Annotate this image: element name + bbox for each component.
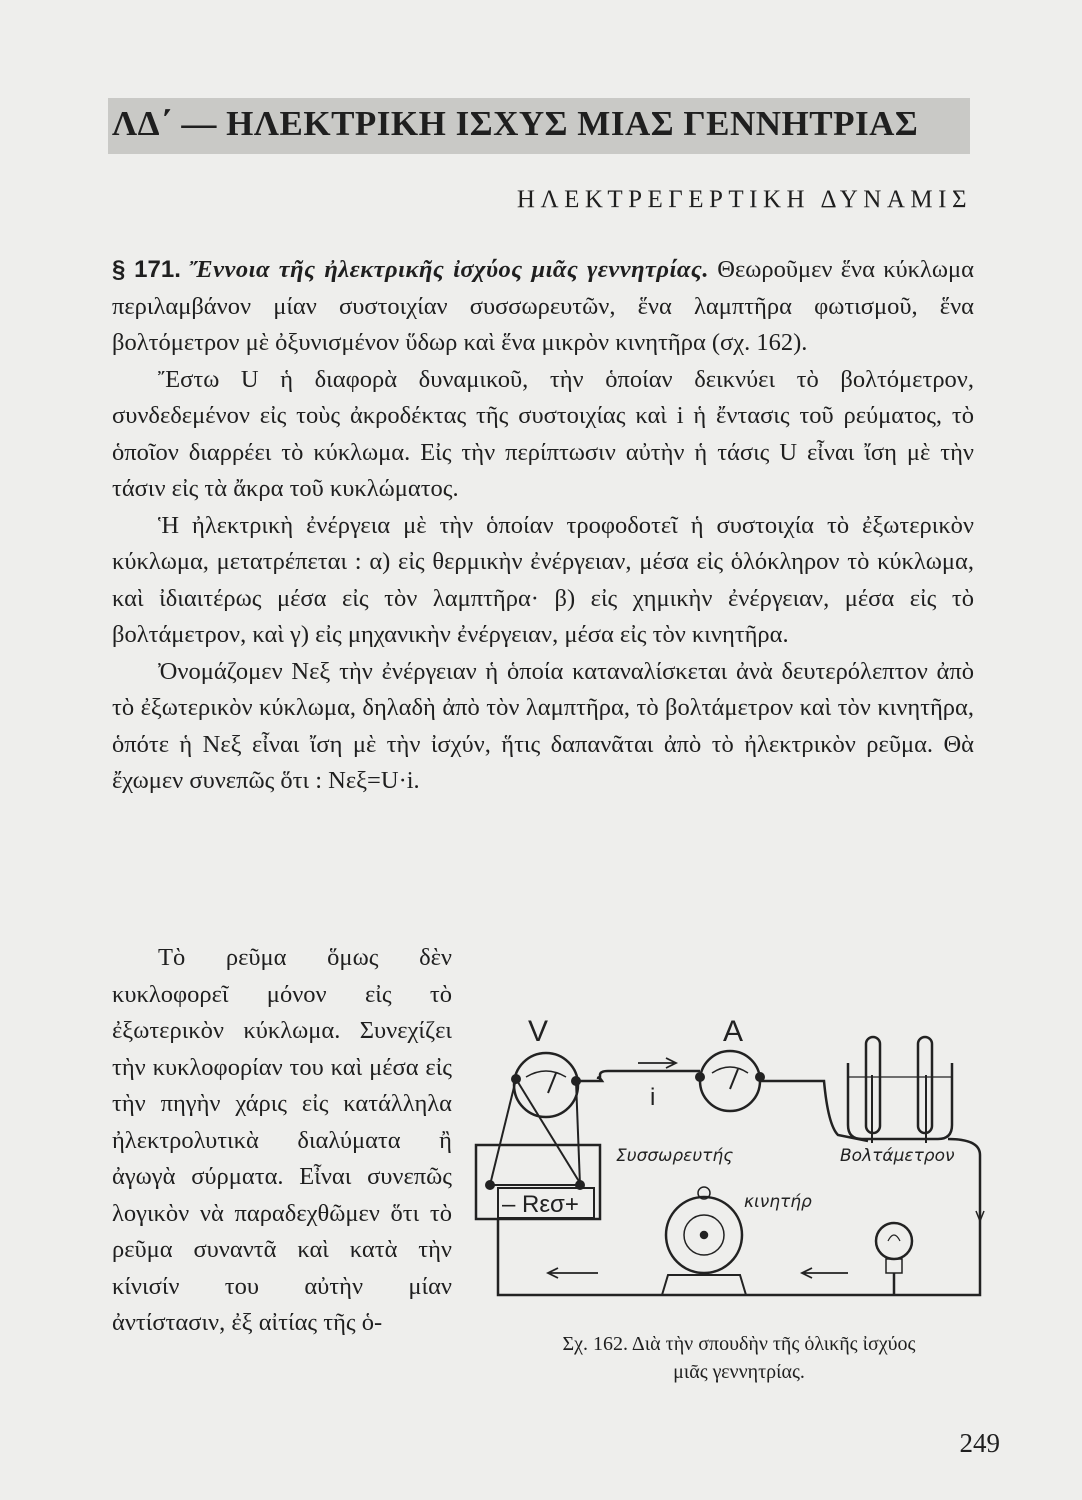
circuit-figure — [468, 1015, 998, 1335]
ammeter-label: A — [723, 1015, 744, 1048]
section-title: Ἔννοια τῆς ἠλεκτρικῆς ἰσχύος μιᾶς γεννητρίας. — [189, 256, 709, 283]
lamp-icon — [876, 1223, 912, 1295]
paragraph-4 — [112, 654, 974, 800]
section-heading: ΗΛΕΚΤΡΕΓΕΡΤΙΚΗ ΔΥΝΑΜΙΣ — [516, 186, 972, 213]
paragraph-4-text: Ὀνομάζομεν Νεξ τὴν ἐνέργειαν ἡ ὁποία καταναλίσκεται ἀνὰ δευτερόλεπτον ἀπὸ τὸ ἐξωτερικὸν κύκλωμα, δηλαδὴ ἀπὸ τὸν λαμπτῆρα, τὸ βολτάμετρον καὶ τὸν κινητῆρα, ὁπότε ἡ Νεξ εἶναι ἴση μὲ τὴν ἰσχύν, ἥτις δαπανᾶται ἀπὸ τὸ ἠλεκτρικὸν ρεῦμα. Θὰ ἔχωμεν συνεπῶς ὅτι : — [112, 657, 974, 794]
paragraph-2: Ἔστω U ἡ διαφορὰ δυναμικοῦ, τὴν ὁποίαν δεικνύει τὸ βολτόμετρον, συνδεδεμένον εἰς τοὺς ἀκροδέκτας τῆς συστοιχίας καὶ i ἡ ἔντασις τοῦ ρεύματος, τὸ ὁποῖον διαρρέει τὸ κύκλωμα. Εἰς τὴν περίπτωσιν αὐτὴν ἡ τάσις U εἶναι ἴση μὲ τὴν τάσιν εἰς τὰ ἄκρα τοῦ κυκλώματος. — [112, 365, 974, 502]
figure-caption — [474, 1330, 1004, 1386]
current-label: i — [650, 1084, 656, 1111]
paragraph-1-text: Θεωροῦμεν ἕνα κύκλωμα περιλαμβάνον μίαν συστοιχίαν συσσωρευτῶν, ἕνα λαμπτῆρα φωτισμοῦ, ἕνα βολτόμετρον μὲ ὀξυνισμένον ὕδωρ καὶ ἕνα μικρὸν κινητῆρα (σχ. 162). — [112, 256, 975, 356]
side-text — [112, 940, 452, 1342]
paragraph-1 — [112, 252, 974, 362]
caption-line-2: μιᾶς γεννητρίας. — [673, 1361, 805, 1383]
section-number: § 171. — [112, 256, 181, 283]
caption-line-1: Σχ. 162. Διὰ τὴν σπουδὴν τῆς ὁλικῆς ἰσχύος — [562, 1333, 916, 1355]
voltmeter-label: V — [528, 1015, 549, 1048]
page-number: 249 — [959, 1428, 1000, 1458]
motor-label: κινητήρ — [744, 1192, 812, 1212]
motor-icon — [662, 1187, 746, 1295]
main-text — [112, 252, 974, 800]
battery-label: Συσσωρευτής — [616, 1146, 734, 1166]
paragraph-3: Ἡ ἠλεκτρικὴ ἐνέργεια μὲ τὴν ὁποίαν τροφοδοτεῖ ἡ συστοιχία τὸ ἐξωτερικὸν κύκλωμα, μετατρέπεται : α) εἰς θερμικὴν ἐνέργειαν, μέσα εἰς ὁλόκληρον τὸ κύκλωμα, καὶ ἰδιαιτέρως μέσα εἰς τὸν λαμπτῆρα· β) εἰς χημικὴν ἐνέργειαν, μέσα εἰς τὸ βολτάμετρον, καὶ γ) εἰς μηχανικὴν ἐνέργειαν, μέσα εἰς τὸν κινητῆρα. — [112, 511, 974, 648]
chapter-title: ΛΔ΄ — ΗΛΕΚΤΡΙΚΗ ΙΣΧΥΣ ΜΙΑΣ ΓΕΝΝΗΤΡΙΑΣ — [112, 104, 919, 143]
power-formula: Νεξ=U·i. — [328, 767, 420, 794]
voltmeter-icon — [514, 1053, 578, 1117]
voltameter-label: Βολτάμετρον — [840, 1146, 955, 1166]
paragraph-5: Τὸ ρεῦμα ὅμως δὲν κυκλοφορεῖ μόνον εἰς τὸ ἐξωτερικὸν κύκλωμα. Συνεχίζει τὴν κυκλοφορίαν του καὶ μέσα εἰς τὴν πηγὴν χάρις εἰς κατάλληλα ἠλεκτρολυτικὰ διαλύματα ἢ ἀγωγὰ σύρματα. Εἶναι συνεπῶς λογικὸν νὰ παραδεχθῶμεν ὅτι τὸ ρεῦμα συναντᾶ καὶ κατὰ τὴν κίνισίν του αὐτὴν μίαν ἀντίστασιν, ἐξ αἰτίας τῆς ὁ- — [112, 944, 452, 1336]
ammeter-icon — [700, 1051, 760, 1111]
resistance-label: – Rεσ+ — [502, 1191, 579, 1218]
voltameter-icon — [848, 1037, 952, 1143]
